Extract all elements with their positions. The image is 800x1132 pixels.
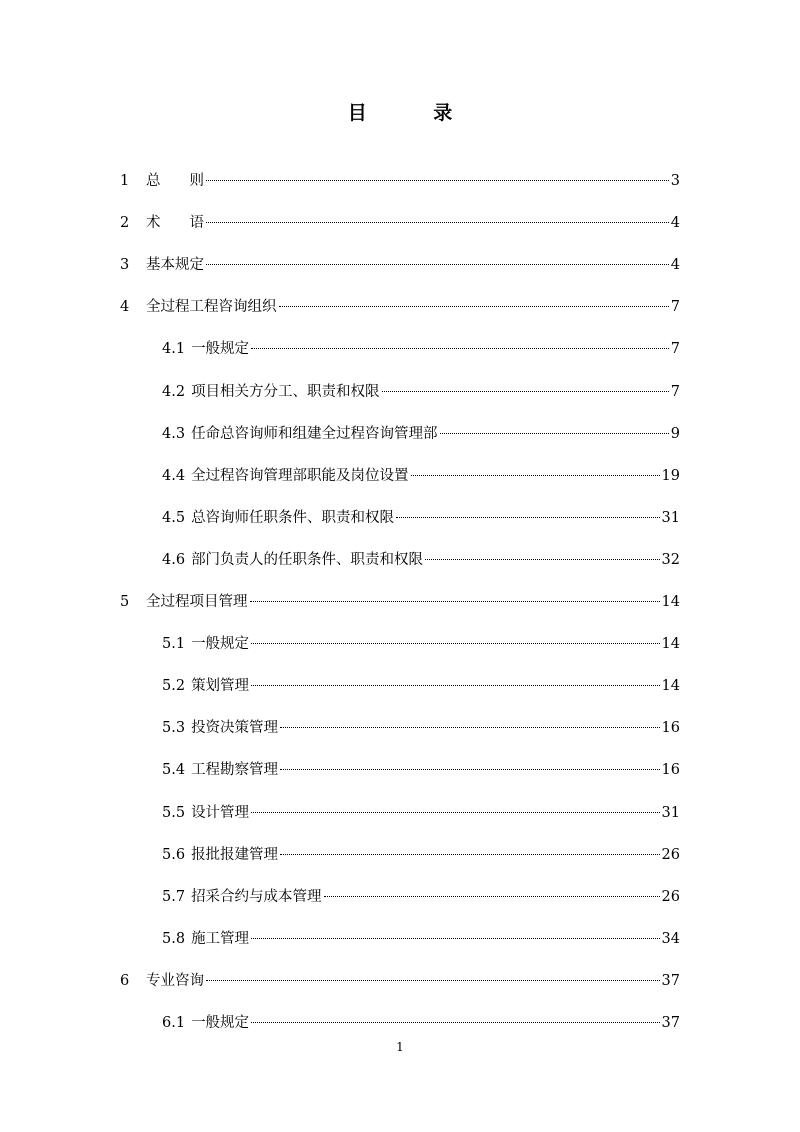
- toc-entry-page: 34: [661, 930, 680, 947]
- toc-entry-page: 3: [670, 173, 680, 189]
- toc-entry-page: 14: [661, 678, 680, 695]
- toc-entry-label: 招采合约与成本管理: [191, 888, 322, 905]
- toc-entry[interactable]: [162, 423, 680, 445]
- toc-entry-page: 19: [661, 467, 680, 484]
- toc-entry-number: 4.4: [162, 467, 186, 484]
- document-title: 目 录: [347, 102, 483, 124]
- toc-entry-page: 14: [661, 636, 680, 653]
- toc-entry-page: 9: [670, 425, 680, 442]
- toc-entry-number: 5.7: [162, 888, 186, 905]
- toc-entry[interactable]: [120, 296, 680, 318]
- toc-entry-label: 基本规定: [146, 257, 204, 274]
- toc-entry-label: 部门负责人的任职条件、职责和权限: [191, 551, 424, 568]
- toc-entry-label: 总咨询师任职条件、职责和权限: [191, 509, 395, 526]
- toc-entry-label: 全过程项目管理: [146, 594, 248, 610]
- toc-entry-number: 5.5: [162, 804, 186, 821]
- toc-entry[interactable]: [162, 1012, 680, 1034]
- toc-entry-page: 31: [661, 509, 680, 526]
- toc-entry-number: 4.5: [162, 509, 186, 526]
- dot-leader: [251, 348, 669, 349]
- toc-entry-page: 4: [670, 215, 680, 232]
- toc-entry[interactable]: [162, 338, 680, 360]
- dot-leader: [251, 1022, 659, 1023]
- toc-entry[interactable]: [162, 549, 680, 571]
- toc-entry-page: 14: [661, 594, 680, 610]
- toc-entry[interactable]: [120, 170, 680, 192]
- toc-entry[interactable]: [162, 717, 680, 739]
- toc-entry[interactable]: [120, 591, 680, 613]
- toc-entry-number: 6: [120, 972, 130, 989]
- toc-entry-page: 32: [661, 551, 680, 568]
- dot-leader: [206, 180, 669, 181]
- toc-entry[interactable]: [120, 212, 680, 234]
- toc-entry-page: 4: [670, 257, 680, 274]
- toc-entry-page: 26: [661, 846, 680, 863]
- toc-entry[interactable]: [162, 759, 680, 781]
- toc-entry-page: 16: [661, 720, 680, 737]
- toc-entry[interactable]: [162, 507, 680, 529]
- dot-leader: [251, 643, 659, 644]
- toc-entry-label: 术 语: [146, 215, 204, 232]
- toc-entry-label: 专业咨询: [146, 972, 204, 989]
- toc-entry-number: 4.1: [162, 341, 186, 358]
- dot-leader: [280, 769, 659, 770]
- toc-entry[interactable]: [162, 633, 680, 655]
- toc-entry-number: 5.4: [162, 762, 186, 779]
- dot-leader: [411, 475, 660, 476]
- toc-entry[interactable]: [162, 381, 680, 403]
- toc-entry-label: 策划管理: [191, 678, 250, 695]
- toc-entry[interactable]: [162, 465, 680, 487]
- dot-leader: [279, 306, 669, 307]
- dot-leader: [251, 938, 659, 939]
- toc-entry[interactable]: [120, 254, 680, 276]
- dot-leader: [324, 896, 660, 897]
- dot-leader: [440, 433, 669, 434]
- toc-entry-label: 一般规定: [191, 341, 250, 358]
- dot-leader: [206, 264, 669, 265]
- toc-entry[interactable]: [162, 675, 680, 697]
- toc-entry-page: 7: [670, 341, 680, 358]
- toc-entry[interactable]: [162, 802, 680, 824]
- toc-entry-page: 37: [661, 972, 680, 989]
- toc-entry-page: 16: [661, 762, 680, 779]
- toc-entry-number: 4.2: [162, 383, 186, 400]
- toc-entry-number: 6.1: [162, 1015, 186, 1031]
- toc-entry-label: 总 则: [146, 173, 204, 189]
- dot-leader: [396, 517, 659, 518]
- toc-entry-number: 5.8: [162, 930, 186, 947]
- toc-entry-label: 一般规定: [191, 1015, 250, 1031]
- page-number: 1: [396, 1040, 404, 1054]
- toc-entry[interactable]: [162, 928, 680, 950]
- toc-entry-page: 31: [661, 804, 680, 821]
- dot-leader: [251, 812, 659, 813]
- toc-entry-page: 26: [661, 888, 680, 905]
- toc-entry-number: 5: [120, 594, 130, 610]
- toc-entry-number: 5.6: [162, 846, 186, 863]
- toc-entry-number: 5.2: [162, 678, 186, 695]
- dot-leader: [206, 222, 669, 223]
- toc-entry-label: 报批报建管理: [191, 846, 279, 863]
- toc-entry-page: 37: [661, 1015, 680, 1031]
- toc-entry-page: 7: [670, 383, 680, 400]
- toc-entry-number: 4.6: [162, 551, 186, 568]
- dot-leader: [206, 980, 660, 981]
- toc-entry-label: 全过程咨询管理部职能及岗位设置: [191, 467, 409, 484]
- dot-leader: [280, 727, 659, 728]
- toc-entry-number: 5.1: [162, 636, 186, 653]
- dot-leader: [382, 391, 669, 392]
- toc-entry-label: 投资决策管理: [191, 720, 279, 737]
- toc-entry-number: 1: [120, 173, 130, 189]
- toc-entry-label: 设计管理: [191, 804, 250, 821]
- dot-leader: [280, 854, 659, 855]
- toc-entry-label: 任命总咨询师和组建全过程咨询管理部: [191, 425, 438, 442]
- toc-entry-number: 2: [120, 215, 130, 232]
- toc-entry[interactable]: [162, 844, 680, 866]
- dot-leader: [250, 601, 660, 602]
- toc-entry-number: 4: [120, 299, 130, 316]
- toc-entry[interactable]: [120, 970, 680, 992]
- toc-entry-label: 施工管理: [191, 930, 250, 947]
- toc-entry-label: 工程勘察管理: [191, 762, 279, 779]
- toc-entry-page: 7: [670, 299, 680, 316]
- toc-entry-label: 一般规定: [191, 636, 250, 653]
- dot-leader: [251, 685, 659, 686]
- toc-entry-label: 全过程工程咨询组织: [146, 299, 277, 316]
- toc-entry[interactable]: [162, 886, 680, 908]
- toc-entry-number: 3: [120, 257, 130, 274]
- toc-entry-number: 5.3: [162, 720, 186, 737]
- toc-entry-label: 项目相关方分工、职责和权限: [191, 383, 380, 400]
- dot-leader: [425, 559, 659, 560]
- toc-entry-number: 4.3: [162, 425, 186, 442]
